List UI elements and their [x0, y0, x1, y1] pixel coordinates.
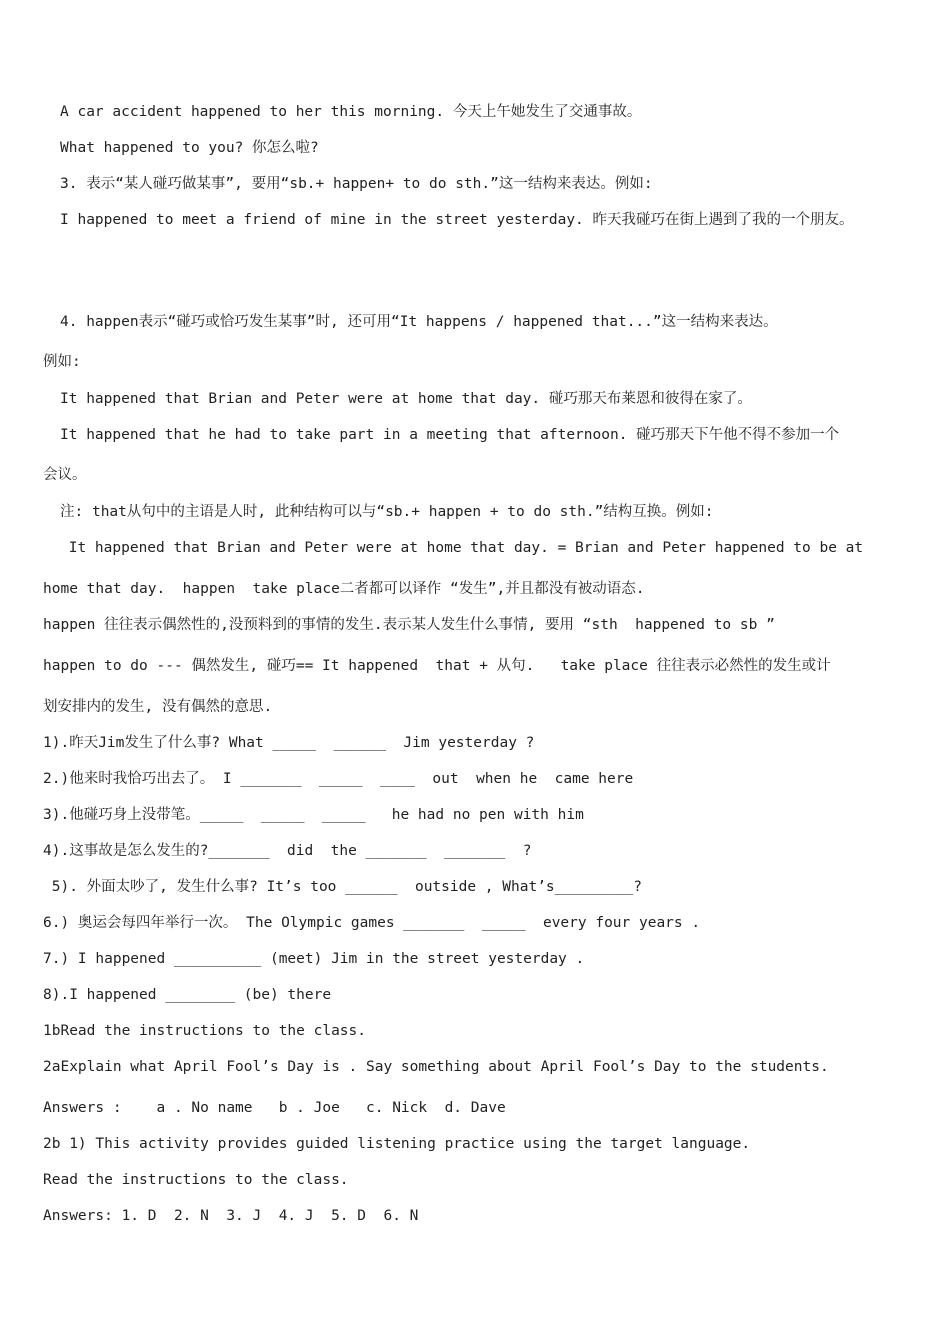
exercise-item: 4).这事故是怎么发生的?_______ did the _______ _______ ?	[43, 843, 532, 859]
text-line: It happened that Brian and Peter were at home that day. 碰巧那天布莱恩和彼得在家了。	[60, 391, 752, 407]
text-line: happen to do --- 偶然发生, 碰巧== It happened that + 从句. take place 往往表示必然性的发生或计	[43, 658, 831, 674]
text-line: 注: that从句中的主语是人时, 此种结构可以与“sb.+ happen + to do sth.”结构互换。例如:	[60, 504, 714, 520]
text-line: happen 往往表示偶然性的,没预料到的事情的发生.表示某人发生什么事情, 要用 “sth happened to sb ”	[43, 617, 775, 633]
text-line: A car accident happened to her this morning. 今天上午她发生了交通事故。	[60, 104, 642, 120]
answers-line: Answers : a . No name b . Joe c. Nick d. Dave	[43, 1100, 506, 1116]
exercise-item: 5). 外面太吵了, 发生什么事? It’s too ______ outside , What’s_________?	[43, 879, 642, 895]
text-line: 例如:	[43, 354, 81, 370]
text-line: 1bRead the instructions to the class.	[43, 1023, 367, 1039]
text-line: 3. 表示“某人碰巧做某事”, 要用“sb.+ happen+ to do sth.”这一结构来表达。例如:	[60, 176, 653, 192]
text-line: 4. happen表示“碰巧或恰巧发生某事”时, 还可用“It happens / happened that...”这一结构来表达。	[60, 314, 778, 330]
text-line: It happened that Brian and Peter were at home that day. = Brian and Peter happened to be at	[60, 540, 864, 556]
answers-line: Answers: 1. D 2. N 3. J 4. J 5. D 6. N	[43, 1208, 419, 1224]
exercise-item: 7.) I happened __________ (meet) Jim in the street yesterday .	[43, 951, 585, 967]
exercise-item: 2.)他来时我恰巧出去了。 I _______ _____ ____ out when he came here	[43, 771, 634, 787]
exercise-item: 8).I happened ________ (be) there	[43, 987, 332, 1003]
exercise-item: 3).他碰巧身上没带笔。_____ _____ _____ he had no pen with him	[43, 807, 584, 823]
text-line: 会议。	[43, 467, 87, 483]
exercise-item: 6.) 奥运会每四年举行一次。 The Olympic games _______ _____ every four years .	[43, 915, 701, 931]
text-line: 2aExplain what April Fool’s Day is . Say something about April Fool’s Day to the students.	[43, 1059, 829, 1075]
text-line: home that day. happen take place二者都可以译作 “发生”,并且都没有被动语态.	[43, 581, 645, 597]
text-line: What happened to you? 你怎么啦?	[60, 140, 319, 156]
text-line: I happened to meet a friend of mine in the street yesterday. 昨天我碰巧在街上遇到了我的一个朋友。	[60, 212, 854, 228]
exercise-item: 1).昨天Jim发生了什么事? What _____ ______ Jim yesterday ?	[43, 735, 535, 751]
text-line: It happened that he had to take part in a meeting that afternoon. 碰巧那天下午他不得不参加一个	[60, 427, 840, 443]
text-line: 划安排内的发生, 没有偶然的意思.	[43, 699, 273, 715]
text-line: Read the instructions to the class.	[43, 1172, 349, 1188]
text-line: 2b 1) This activity provides guided listening practice using the target language.	[43, 1136, 751, 1152]
